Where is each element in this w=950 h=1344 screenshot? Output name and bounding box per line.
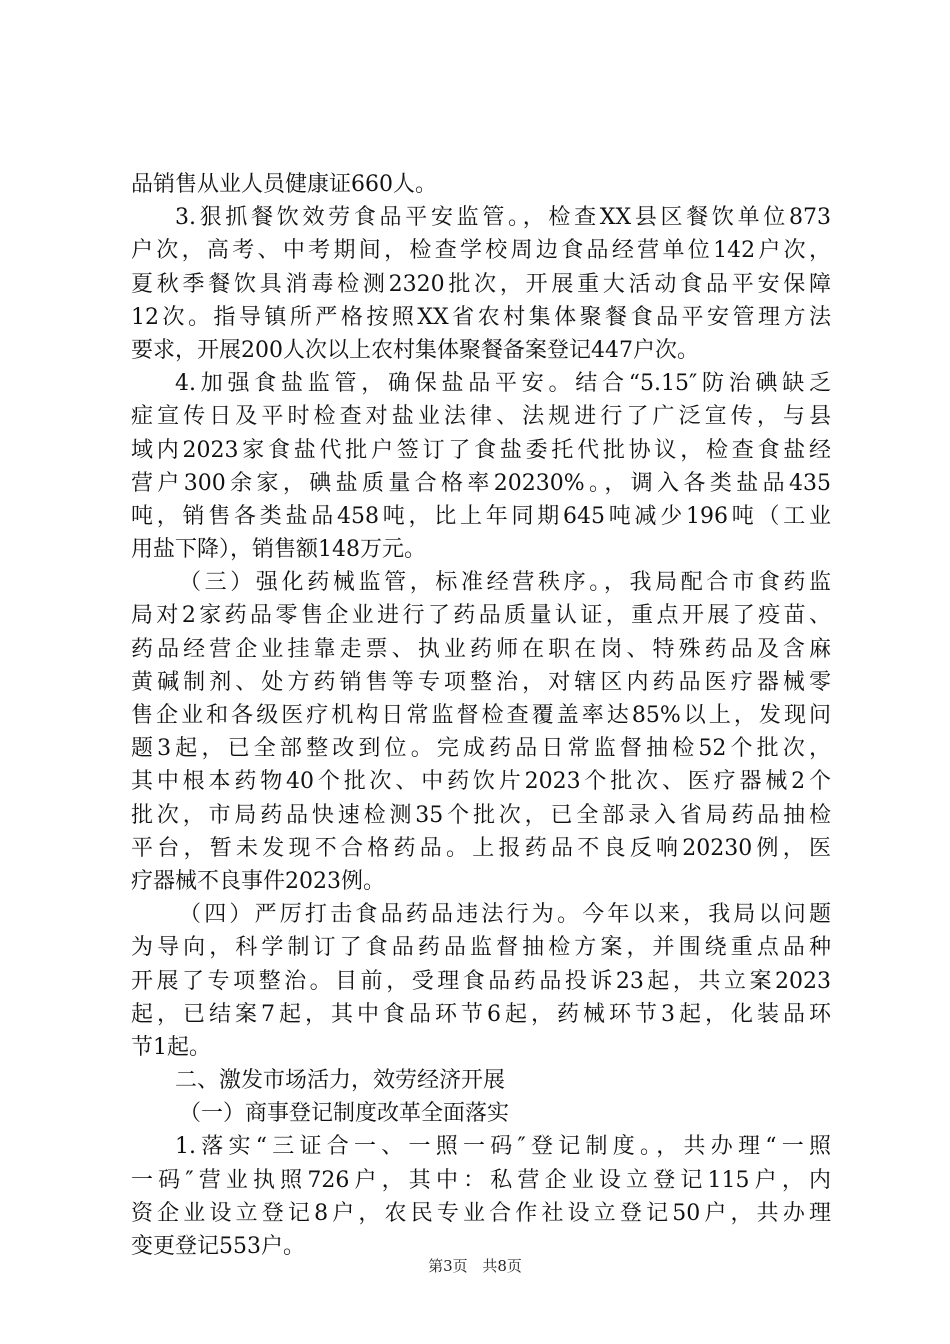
section-heading: 二、激发市场活力，效劳经济开展 — [175, 1068, 506, 1094]
text-line-22: 疗器械不良事件2023例。 — [131, 868, 385, 894]
text-line-12: 用盐下降），销售额148万元。 — [131, 537, 426, 563]
page-number: 第3页 — [428, 1257, 468, 1275]
text-line-30: 1.落实“三证合一、一照一码″登记制度。，共办理“一照 — [175, 1134, 831, 1160]
text-line-1: 品销售从业人员健康证660人。 — [131, 172, 437, 197]
text-line-24: 为导向，科学制订了食品药品监督抽检方案，并围绕重点品种 — [131, 935, 831, 961]
body-text — [131, 168, 831, 1263]
text-line-5: 12次。指导镇所严格按照XX省农村集体聚餐食品平安管理方法 — [131, 304, 831, 330]
text-line-20: 批次，市局药品快速检测35个批次，已全部录入省局药品抽检 — [131, 802, 831, 828]
text-line-7: 4.加强食盐监管，确保盐品平安。结合“5.15″防治碘缺乏 — [175, 371, 831, 397]
text-line-21: 平台，暂未发现不合格药品。上报药品不良反响20230例，医 — [131, 835, 831, 861]
text-line-2: 3.狠抓餐饮效劳食品平安监管。，检查XX县区餐饮单位873 — [175, 205, 831, 231]
text-line-13: （三）强化药械监管，标准经营秩序。，我局配合市食药监 — [179, 570, 831, 596]
text-line-11: 吨，销售各类盐品458吨，比上年同期645吨减少196吨（工业 — [131, 503, 831, 529]
text-line-9: 域内2023家食盐代批户签订了食盐委托代批协议，检查食盐经 — [131, 437, 831, 463]
text-line-18: 题3起，已全部整改到位。完成药品日常监督抽检52个批次， — [131, 736, 831, 762]
subsection-heading: （一）商事登记制度改革全面落实 — [179, 1101, 510, 1127]
text-line-17: 售企业和各级医疗机构日常监督检查覆盖率达85%以上，发现问 — [131, 703, 831, 728]
text-line-25: 开展了专项整治。目前，受理食品药品投诉23起，共立案2023 — [131, 968, 831, 994]
page-footer — [0, 1256, 950, 1276]
text-line-23: （四）严厉打击食品药品违法行为。今年以来，我局以问题 — [179, 902, 831, 928]
text-line-27: 节1起。 — [131, 1034, 211, 1060]
text-line-15: 药品经营企业挂靠走票、执业药师在职在岗、特殊药品及含麻 — [131, 636, 831, 662]
text-line-16: 黄碱制剂、处方药销售等专项整治，对辖区内药品医疗器械零 — [131, 669, 831, 695]
text-line-3: 户次，高考、中考期间，检查学校周边食品经营单位142户次， — [131, 238, 831, 264]
text-line-26: 起，已结案7起，其中食品环节6起，药械环节3起，化装品环 — [131, 1001, 831, 1027]
text-line-32: 资企业设立登记8户，农民专业合作社设立登记50户，共办理 — [131, 1200, 831, 1226]
text-line-19: 其中根本药物40个批次、中药饮片2023个批次、医疗器械2个 — [131, 769, 831, 795]
text-line-14: 局对2家药品零售企业进行了药品质量认证，重点开展了疫苗、 — [131, 603, 831, 629]
text-line-33: 变更登记553户。 — [131, 1234, 305, 1259]
text-line-10: 营户300余家，碘盐质量合格率20230%。，调入各类盐品435 — [131, 470, 831, 496]
text-line-6: 要求，开展200人次以上农村集体聚餐备案登记447户次。 — [131, 337, 699, 363]
text-line-4: 夏秋季餐饮具消毒检测2320批次，开展重大活动食品平安保障 — [131, 271, 831, 297]
text-line-31: 一码″营业执照726户，其中：私营企业设立登记115户，内 — [131, 1167, 831, 1193]
page-total: 共8页 — [482, 1257, 522, 1275]
text-line-8: 症宣传日及平时检查对盐业法律、法规进行了广泛宣传，与县 — [131, 404, 831, 430]
